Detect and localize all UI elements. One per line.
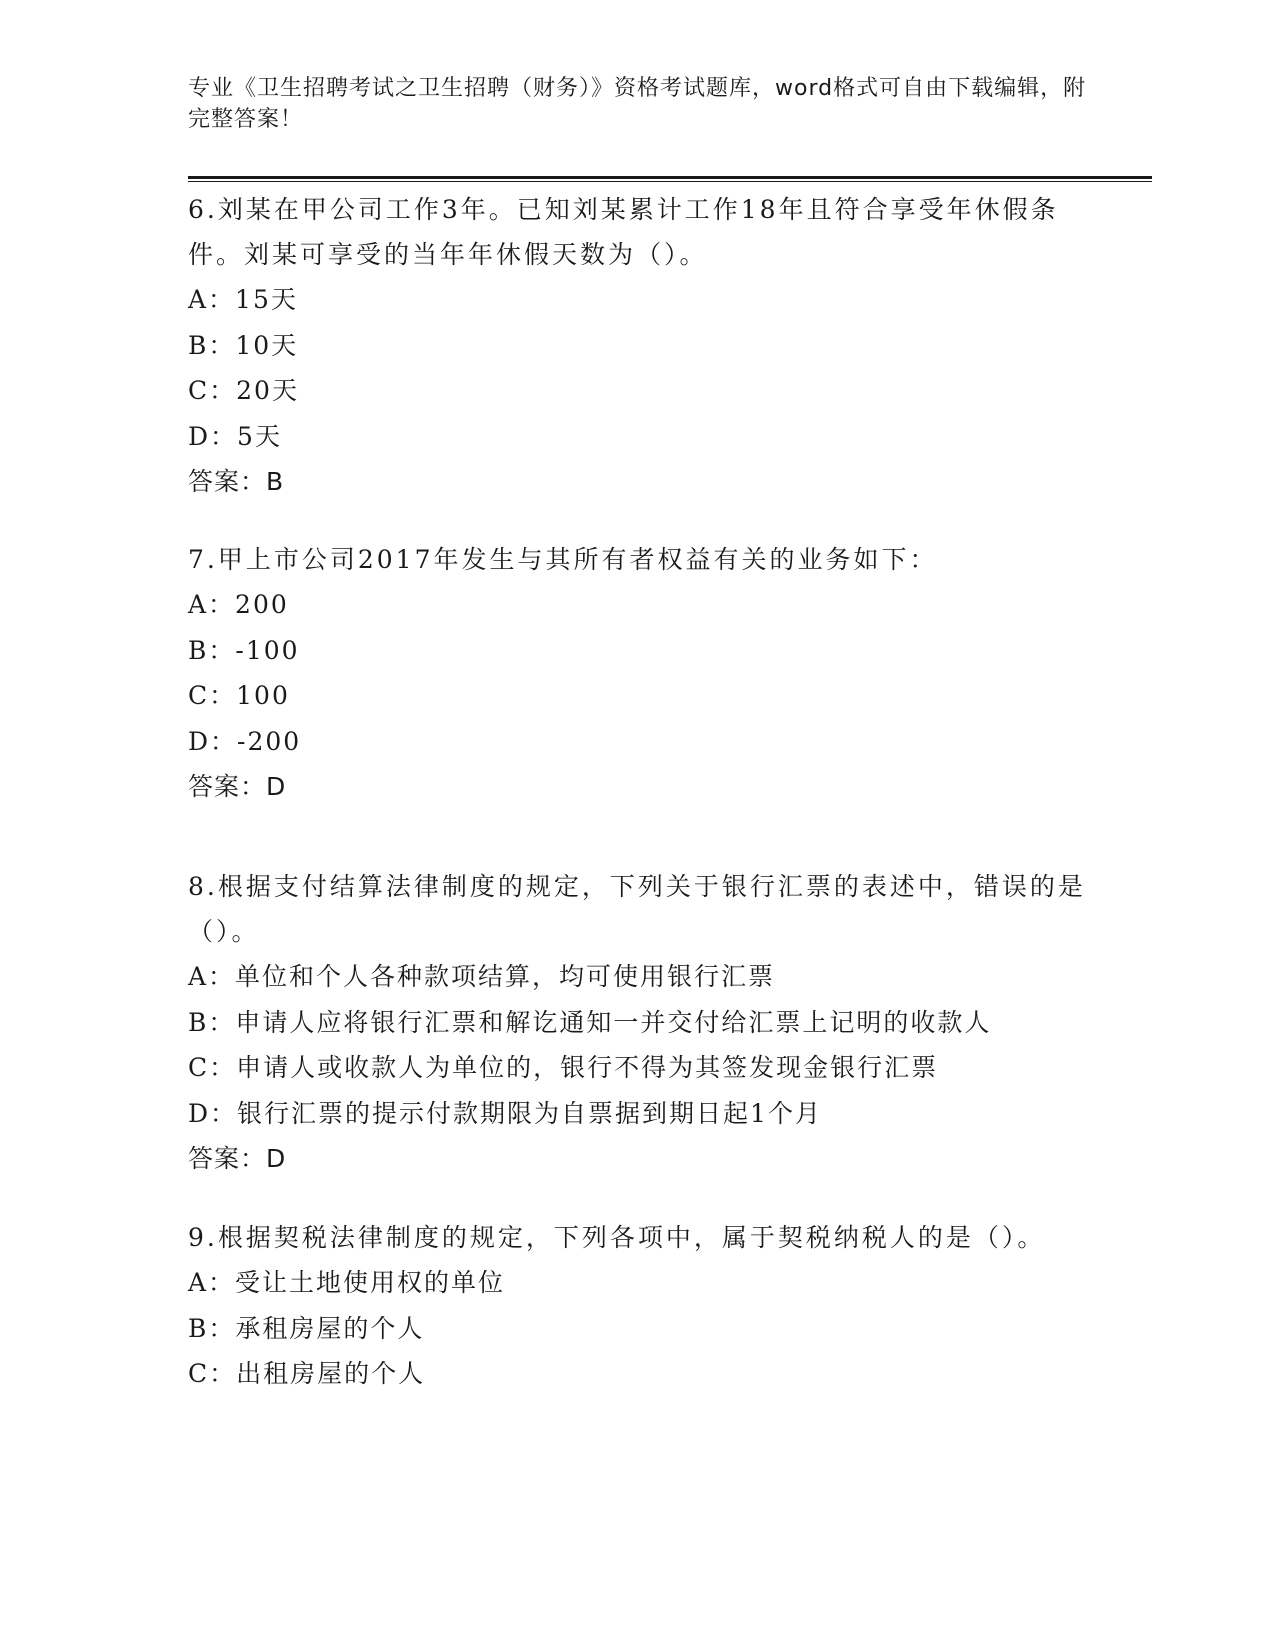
- header-divider-thick: [188, 176, 1152, 179]
- answer: 答案：B: [188, 467, 285, 496]
- option-c: C：20天: [188, 376, 299, 405]
- option-a: A：受让土地使用权的单位: [188, 1268, 506, 1297]
- question-stem: 7.甲上市公司2017年发生与其所有者权益有关的业务如下：: [188, 545, 938, 574]
- question-7: [188, 537, 1088, 809]
- option-d: D：银行汇票的提示付款期限为自票据到期日起1个月: [188, 1098, 822, 1128]
- option-b: B：-100: [188, 635, 300, 665]
- option-a: A：200: [188, 590, 289, 619]
- question-6: [188, 187, 1088, 504]
- option-c: C：出租房屋的个人: [188, 1359, 426, 1388]
- question-8: [188, 864, 1088, 1181]
- option-b: B：承租房屋的个人: [188, 1313, 425, 1343]
- question-9: [188, 1215, 1088, 1397]
- question-stem: 6.刘某在甲公司工作3年。已知刘某累计工作18年且符合享受年休假条件。刘某可享受的当年年休假天数为（）。: [188, 195, 1059, 269]
- question-stem: 8.根据支付结算法律制度的规定，下列关于银行汇票的表述中，错误的是（）。: [188, 872, 1086, 946]
- option-b: B：申请人应将银行汇票和解讫通知一并交付给汇票上记明的收款人: [188, 1007, 992, 1037]
- option-d: D：-200: [188, 726, 302, 756]
- option-b: B：10天: [188, 330, 299, 360]
- header-divider-thin: [188, 181, 1152, 182]
- answer: 答案：D: [188, 772, 287, 801]
- option-d: D：5天: [188, 421, 282, 451]
- option-a: A：单位和个人各种款项结算，均可使用银行汇票: [188, 962, 776, 991]
- option-a: A：15天: [188, 285, 298, 314]
- option-c: C：100: [188, 681, 290, 710]
- option-c: C：申请人或收款人为单位的，银行不得为其签发现金银行汇票: [188, 1053, 939, 1082]
- answer: 答案：D: [188, 1144, 287, 1173]
- question-stem: 9.根据契税法律制度的规定，下列各项中，属于契税纳税人的是（）。: [188, 1223, 1046, 1252]
- document-header: 专业《卫生招聘考试之卫生招聘（财务）》资格考试题库，word格式可自由下载编辑，附完整答案！: [188, 76, 1087, 132]
